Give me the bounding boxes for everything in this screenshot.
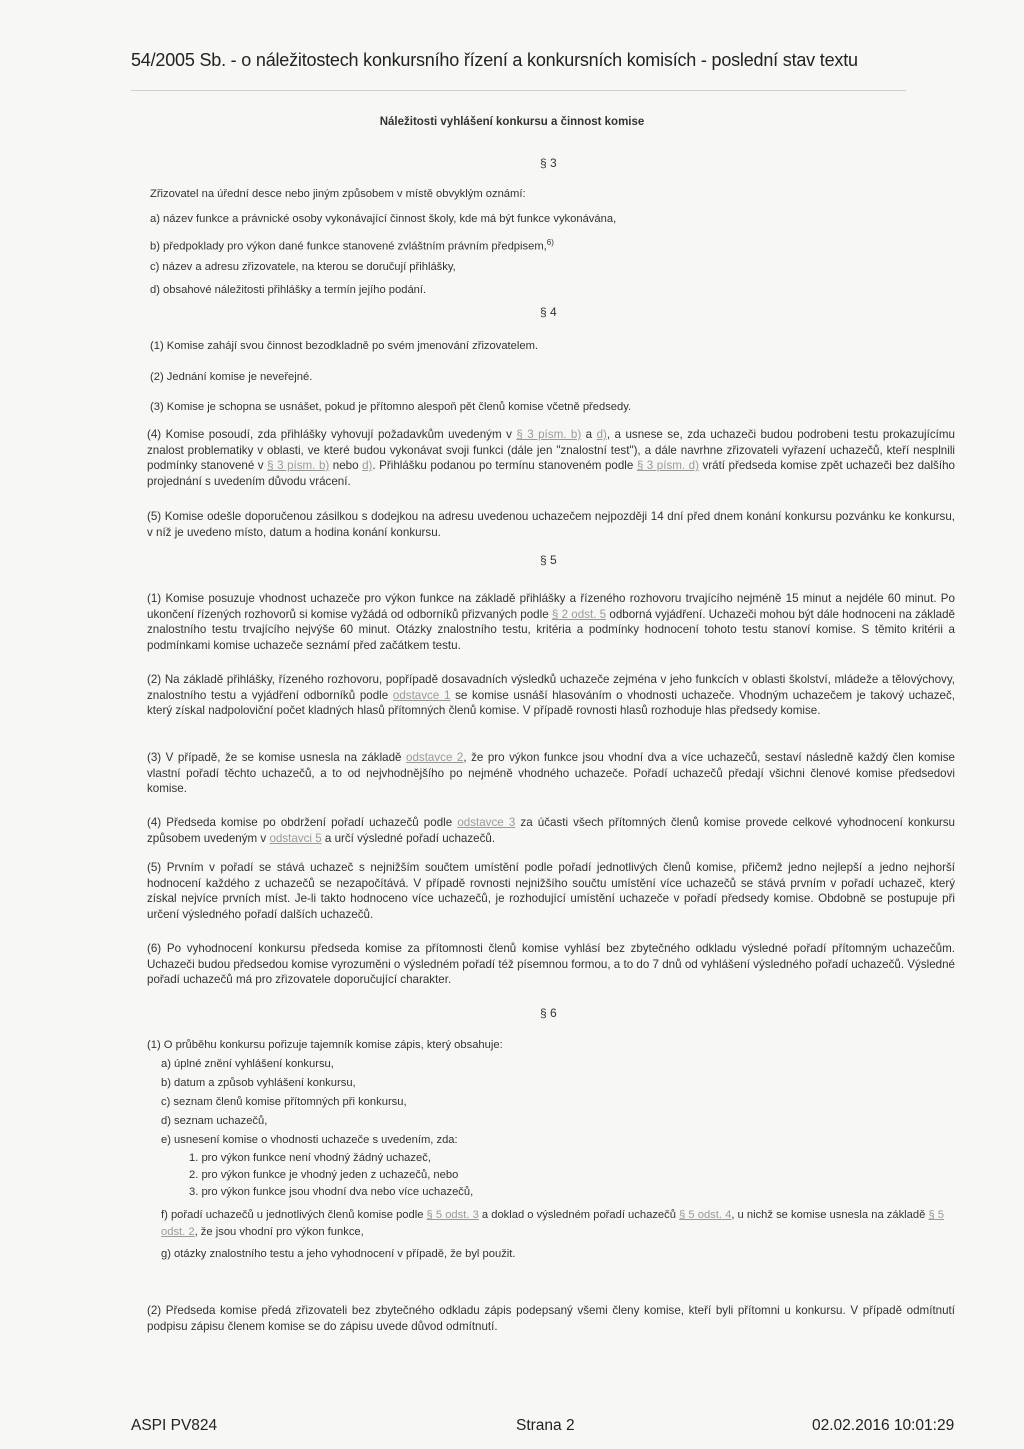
footer-page-number: Strana 2 <box>516 1417 575 1434</box>
link-s3-d[interactable]: d) <box>596 428 607 441</box>
s6-item-d: d) seznam uchazečů, <box>161 1115 268 1127</box>
s6-intro: (1) O průběhu konkursu pořizuje tajemník komise zápis, který obsahuje: <box>147 1039 503 1051</box>
footer-timestamp: 02.02.2016 10:01:29 <box>812 1417 955 1434</box>
page-title: 54/2005 Sb. - o náležitostech konkursního řízení a konkursních komisích - poslední stav textu <box>131 50 858 70</box>
s3-item-d: d) obsahové náležitosti přihlášky a termín jejího podání. <box>150 284 427 296</box>
s4-paragraph-1: (1) Komise zahájí svou činnost bezodkladně po svém jmenování zřizovatelem. <box>150 340 539 352</box>
s6-item-e: e) usnesení komise o vhodnosti uchazeče s uvedením, zda: <box>161 1134 458 1146</box>
link-s5-4[interactable]: § 5 odst. 4 <box>679 1209 732 1221</box>
link-odst-5[interactable]: odstavci 5 <box>269 831 322 845</box>
s6-item-g: g) otázky znalostního testu a jeho vyhodnocení v případě, že byl použit. <box>161 1248 516 1260</box>
s6-subitem-2: 2. pro výkon funkce je vhodný jeden z uchazečů, nebo <box>189 1169 459 1181</box>
s4-paragraph-4: (4) Komise posoudí, zda přihlášky vyhovují požadavkům uvedeným v § 3 písm. b) a d), a usnese se, zda uchazeči budou podrobeni testu prokazujícímu znalost problematiky v oblasti, ve které budou vykonávat svoji funkci (dále jen "znalostní test"), a dále navrhne zřizovateli vyřazení uchazečů, kteří nesplnili podmínky stanovené v § 3 písm. b) nebo d). Přihlášku podanou po termínu stanoveném podle § 3 písm. d) vrátí předseda komise zpět uchazeči bez dalšího projednání s uvedením důvodu vrácení. <box>147 428 955 488</box>
s5-paragraph-6: (6) Po vyhodnocení konkursu předseda komise za přítomnosti členů komise vyhlásí bez zbytečného odkladu výsledné pořadí přítomným uchazečům. Uchazeči budou předsedou komise vyrozuměni o výsledném pořadí též písemnou formou, a to do 7 dnů od vyhlášení výsledného pořadí uchazečů. Výsledné pořadí uchazečů má pro zřizovatele doporučující charakter. <box>147 942 955 986</box>
s3-item-c: c) název a adresu zřizovatele, na kterou se doručují přihlášky, <box>150 261 456 273</box>
s6-subitem-3: 3. pro výkon funkce jsou vhodní dva nebo více uchazečů, <box>189 1186 474 1198</box>
link-s5-2[interactable]: § 5 odst. 2 <box>161 1209 945 1238</box>
link-s3-d-3[interactable]: § 3 písm. d) <box>636 459 699 472</box>
s6-list <box>147 1036 956 1264</box>
s5-paragraph-2: (2) Na základě přihlášky, řízeného rozhovoru, popřípadě dosavadních výsledků uchazeče zejména v jeho funkcích v oblasti školství, mládeže a tělovýchovy, znalostního testu a vyjádření odborníků podle odstavce 1 se komise usnáší hlasováním o vhodnosti uchazeče. Vhodným uchazečem je takový uchazeč, který získal nadpoloviční počet kladných hlasů přítomných členů komise. V případě rovnosti hlasů rozhoduje hlas předsedy komise. <box>147 673 955 717</box>
link-s3-b-2[interactable]: § 3 písm. b) <box>267 459 330 472</box>
section-mark-3: § 3 <box>540 156 557 170</box>
s6-paragraph-2: (2) Předseda komise předá zřizovateli bez zbytečného odkladu zápis podepsaný všemi členy komise, kteří byli přítomni u konkursu. V případě odmítnutí podpisu zápisu členem komise se do zápisu uvede důvod odmítnutí. <box>147 1304 955 1333</box>
s5-paragraph-4: (4) Předseda komise po obdržení pořadí uchazečů podle odstavce 3 za účasti všech přítomných členů komise provede celkové vyhodnocení konkursu způsobem uvedeným v odstavci 5 a určí výsledné pořadí uchazečů. <box>147 816 955 845</box>
s3-item-a: a) název funkce a právnické osoby vykonávající činnost školy, kde má být funkce vykonávána, <box>150 213 617 225</box>
link-odst-1[interactable]: odstavce 1 <box>392 688 451 702</box>
section-mark-6: § 6 <box>540 1006 557 1020</box>
s6-item-f: f) pořadí uchazečů u jednotlivých členů komise podle § 5 odst. 3 a doklad o výsledném pořadí uchazečů § 5 odst. 4, u nichž se komise usnesla na základě § 5 odst. 2, že jsou vhodní pro výkon funkce, <box>161 1209 945 1238</box>
s6-item-a: a) úplné znění vyhlášení konkursu, <box>161 1058 334 1070</box>
s4-paragraph-5: (5) Komise odešle doporučenou zásilkou s dodejkou na adresu uvedenou uchazečem nejpozději 14 dní před dnem konání konkursu pozvánku ke konkursu, v níž je uvedeno místo, datum a hodina konání konkursu. <box>147 510 955 539</box>
s5-paragraph-3: (3) V případě, že se komise usnesla na základě odstavce 2, že pro výkon funkce jsou vhodní dva a více uchazečů, sestaví následně každý člen komise vlastní pořadí těchto uchazečů, a to od nejvhodnějšího po nejméně vhodného uchazeče. Pořadí uchazečů předají všichni členové komise předsedovi komise. <box>147 751 955 795</box>
s5-paragraph-5: (5) Prvním v pořadí se stává uchazeč s nejnižším součtem umístění podle pořadí jednotlivých členů komise, přičemž jedno nejlepší a jedno nejhorší hodnocení každého z uchazečů se nezapočítává. V případě rovnosti nejnižšího součtu umístění více uchazečů se stává prvním v pořadí uchazeč, který získal nejvíce prvních míst. Je-li takto hodnoceno více uchazečů, je rozhodující umístění uchazeče v pořadí předsedy komise. Obdobně se postupuje při určení výsledného pořadí dalších uchazečů. <box>147 861 955 921</box>
section-mark-5: § 5 <box>540 553 557 567</box>
link-s5-3[interactable]: § 5 odst. 3 <box>426 1209 479 1221</box>
s6-item-c: c) seznam členů komise přítomných při konkursu, <box>161 1096 407 1108</box>
link-odst-2[interactable]: odstavce 2 <box>406 751 464 764</box>
link-odst-3[interactable]: odstavce 3 <box>457 816 516 829</box>
section-mark-4: § 4 <box>540 305 557 319</box>
s4-paragraph-2: (2) Jednání komise je neveřejné. <box>150 371 313 383</box>
s3-item-b: b) předpoklady pro výkon dané funkce stanovené zvláštním právním předpisem,$^{6)}$ <box>150 238 554 253</box>
s5-paragraph-1: (1) Komise posuzuje vhodnost uchazeče pro výkon funkce na základě přihlášky a řízeného rozhovoru trvajícího nejméně 15 minut a nejdéle 60 minut. Po ukončení řízených rozhovorů si komise vyžádá od odborníků přizvaných podle § 2 odst. 5 odborná vyjádření. Uchazeči mohou být dále hodnoceni na základě znalostního testu trvajícího nejvýše 60 minut. Otázky znalostního testu, kritéria a podmínky hodnocení tohoto testu stanoví komise. S těmito kritérii a podmínkami komise uchazeče seznámí před začátkem testu. <box>147 592 955 652</box>
footer-doc-id: ASPI PV824 <box>131 1417 218 1434</box>
s6-subitem-1: 1. pro výkon funkce není vhodný žádný uchazeč, <box>189 1152 431 1164</box>
s6-item-b: b) datum a způsob vyhlášení konkursu, <box>161 1077 356 1089</box>
title-divider <box>131 90 906 91</box>
s3-intro: Zřizovatel na úřední desce nebo jiným způsobem v místě obvyklým oznámí: <box>150 188 526 200</box>
section-heading: Náležitosti vyhlášení konkursu a činnost komise <box>379 116 645 128</box>
link-s3-d-2[interactable]: d) <box>362 459 373 472</box>
link-s2-5[interactable]: § 2 odst. 5 <box>551 607 607 621</box>
s4-paragraph-3: (3) Komise je schopna se usnášet, pokud je přítomno alespoň pět členů komise včetně předsedy. <box>150 401 632 413</box>
footnote-mark[interactable]: 6) <box>546 238 554 247</box>
link-s3-b[interactable]: § 3 písm. b) <box>516 428 582 441</box>
